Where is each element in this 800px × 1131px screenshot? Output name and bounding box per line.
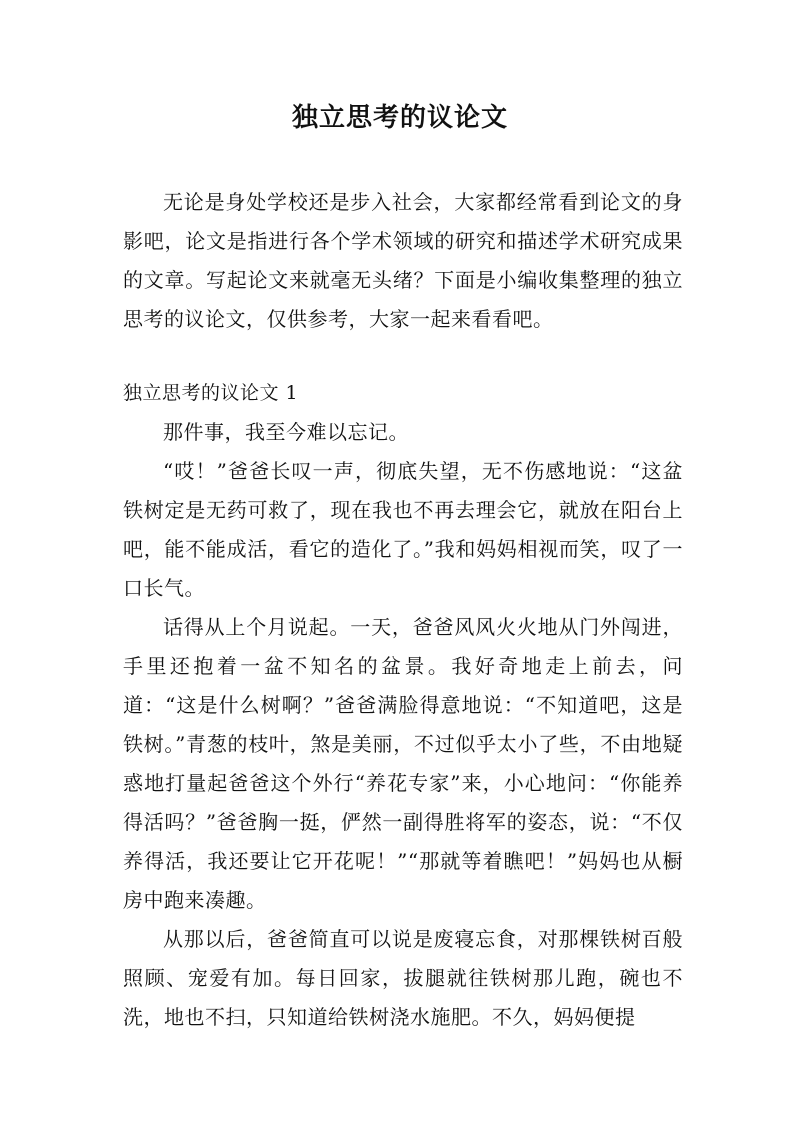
intro-paragraph: 无论是身处学校还是步入社会，大家都经常看到论文的身影吧，论文是指进行各个学术领域的研究和描述学术研究成果的文章。写起论文来就毫无头绪？下面是小编收集整理的独立思考的议论文，仅供参考，大家一起来看看吧。 — [123, 190, 683, 331]
paragraph: 从那以后，爸爸简直可以说是废寝忘食，对那棵铁树百般照顾、宠爱有加。每日回家，拔腿就往铁树那儿跑，碗也不洗，地也不扫，只知道给铁树浇水施肥。不久，妈妈便提 — [123, 927, 683, 1029]
intro-block — [123, 183, 683, 339]
section-title: 独立思考的议论文 1 — [123, 382, 299, 404]
paragraph: 话得从上个月说起。一天，爸爸风风火火地从门外闯进，手里还抱着一盆不知名的盆景。我好奇地走上前去，问道：“这是什么树啊？”爸爸满脸得意地说：“不知道吧，这是铁树。”青葱的枝叶，煞是美丽，不过似乎太小了些，不由地疑惑地打量起爸爸这个外行“养花专家”来，小心地问：“你能养得活吗？”爸爸胸一挺，俨然一副得胜将军的姿态，说：“不仅养得活，我还要让它开花呢！”“那就等着瞧吧！”妈妈也从橱房中跑来凑趣。 — [123, 615, 683, 912]
paragraph: 那件事，我至今难以忘记。 — [163, 420, 409, 444]
essay-section — [123, 374, 683, 1037]
paragraph: “哎！”爸爸长叹一声，彻底失望，无不伤感地说：“这盆铁树定是无药可救了，现在我也不再去理会它，就放在阳台上吧，能不能成活，看它的造化了。”我和妈妈相视而笑，叹了一口长气。 — [123, 459, 683, 600]
document-title: 独立思考的议论文 — [291, 103, 508, 133]
